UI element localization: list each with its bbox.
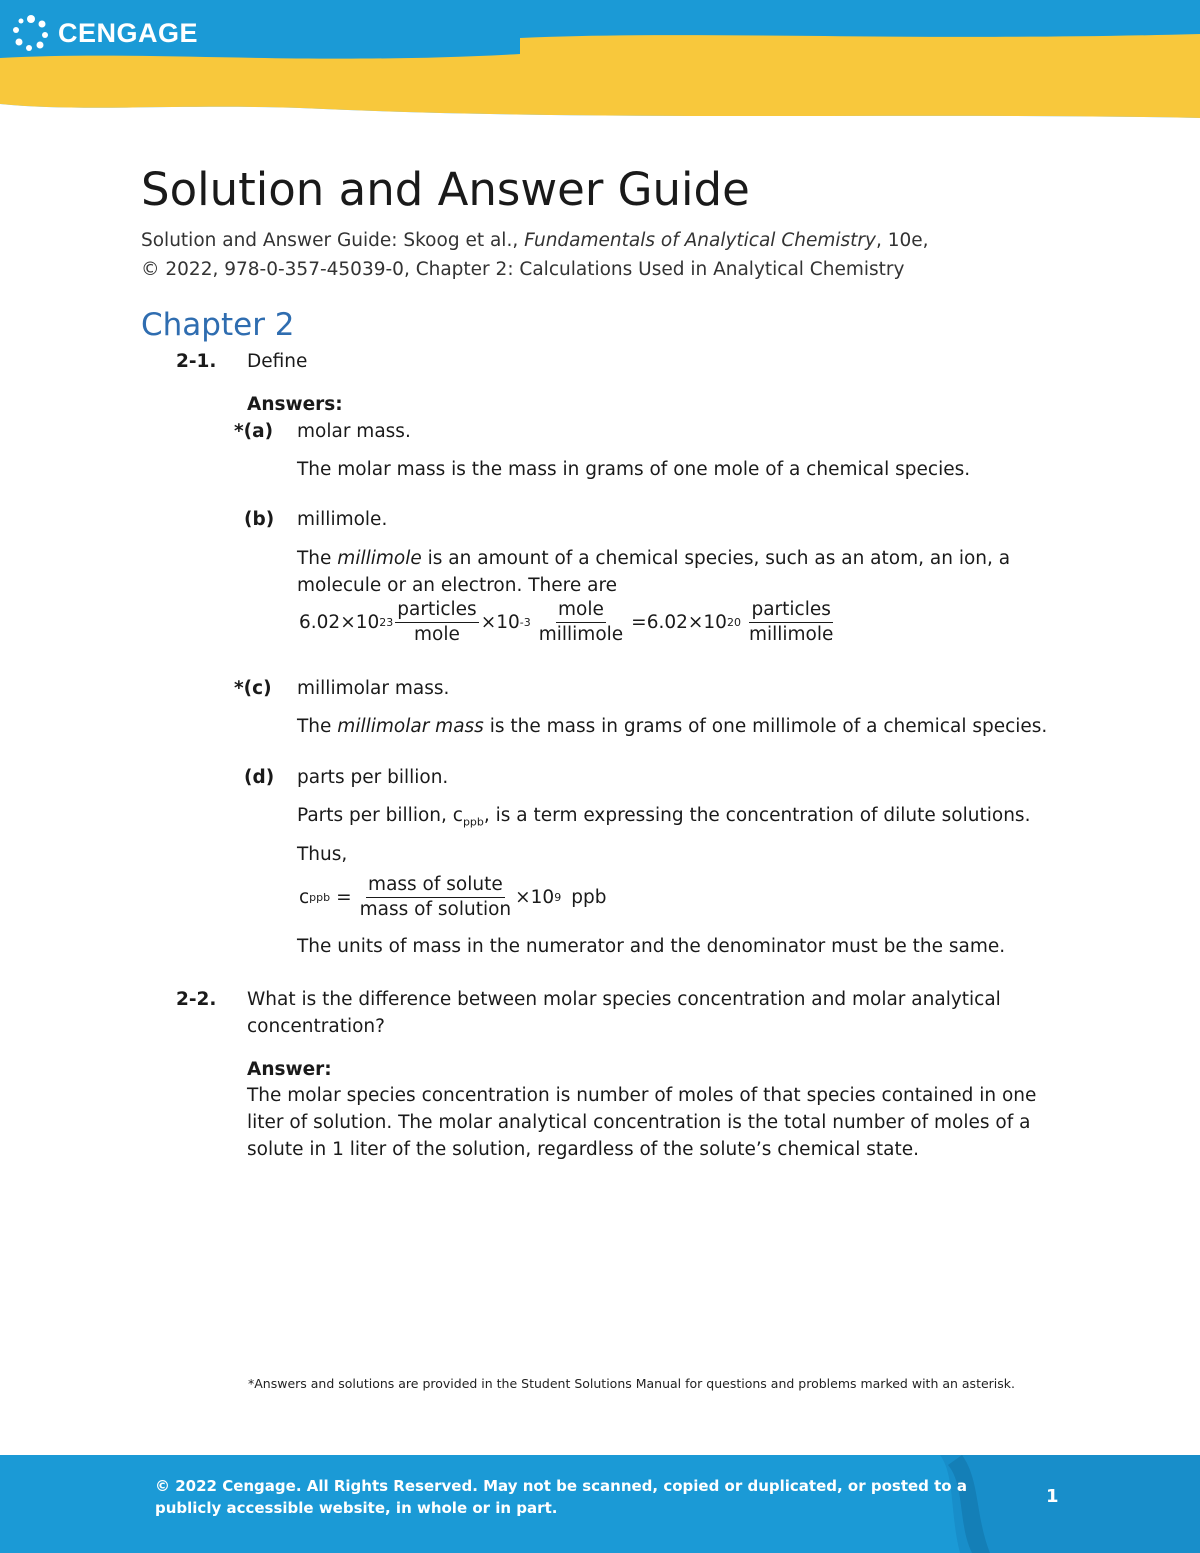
ppb-eq-times: × — [515, 887, 531, 908]
ppb-eq-ten: 10 — [530, 887, 555, 908]
part-b-label: (b) — [244, 509, 275, 530]
part-d-thus: Thus, — [297, 844, 348, 865]
millimole-equation — [299, 598, 837, 647]
answer-2-2-line-1: The molar species concentration is number of moles of that species contained in one — [247, 1085, 1037, 1106]
part-a-term: molar mass. — [297, 421, 411, 442]
ppb-eq-sub: ppb — [309, 891, 331, 904]
part-b-definition-line-2: molecule or an electron. There are — [297, 575, 618, 596]
answer-2-2-line-2: liter of solution. The molar analytical concentration is the total number of moles of a — [247, 1112, 1031, 1133]
part-c-def-pre: The — [297, 716, 338, 737]
subtitle-line-2: © 2022, 978-0-357-45039-0, Chapter 2: Calculations Used in Analytical Chemistry — [141, 259, 905, 280]
question-text-2-2 — [247, 986, 1001, 1040]
eq-fraction-3 — [747, 598, 835, 647]
ppb-equation — [299, 873, 606, 922]
brand-name: CENGAGE — [58, 17, 199, 48]
part-c-def-italic: millimolar mass — [337, 716, 484, 737]
eq-fraction-1 — [395, 598, 478, 647]
copyright-line-1: © 2022 Cengage. All Rights Reserved. May not be scanned, copied or duplicated, or posted to a — [155, 1477, 967, 1495]
eq-times-3: × — [687, 612, 704, 633]
eq-coefficient-1: 6.02 — [299, 612, 341, 633]
part-a-label: *(a) — [234, 421, 274, 442]
eq-exponent-1: 23 — [379, 616, 394, 629]
eq-fraction-3-den: millimole — [748, 624, 834, 645]
question-2-2-line-2: concentration? — [247, 1016, 385, 1037]
eq-ten-1: 10 — [355, 612, 380, 633]
part-c-definition — [297, 713, 1047, 740]
part-b-definition — [297, 545, 1010, 572]
question-number-2-1: 2-1. — [176, 351, 217, 372]
copyright-line-2: publicly accessible website, in whole or in part. — [155, 1499, 558, 1517]
eq-coefficient-2: 6.02 — [646, 612, 688, 633]
ppb-eq-unit: ppb — [571, 887, 607, 908]
answers-label: Answers: — [247, 394, 343, 415]
question-number-2-2: 2-2. — [176, 989, 217, 1010]
eq-fraction-3-num: particles — [749, 598, 832, 623]
ppb-eq-denominator: mass of solution — [359, 899, 512, 920]
copyright-notice — [155, 1475, 967, 1519]
subtitle-prefix: Solution and Answer Guide: Skoog et al., — [141, 230, 525, 251]
eq-times-2: × — [480, 612, 497, 633]
footnote: *Answers and solutions are provided in the Student Solutions Manual for questions and problems marked with an asterisk. — [248, 1376, 1015, 1391]
part-d-def-pre: Parts per billion, c — [297, 805, 463, 826]
ppb-eq-numerator: mass of solute — [366, 873, 505, 898]
part-d-note: The units of mass in the numerator and the denominator must be the same. — [297, 936, 1006, 957]
eq-times-1: × — [340, 612, 356, 633]
ppb-eq-equals: = — [336, 887, 352, 908]
part-b-term: millimole. — [297, 509, 388, 530]
subtitle — [141, 226, 929, 284]
ppb-eq-fraction — [358, 873, 514, 922]
eq-fraction-2-num: mole — [556, 598, 606, 623]
part-b-def-italic: millimole — [337, 548, 422, 569]
part-d-term: parts per billion. — [297, 767, 449, 788]
part-d-def-post: , is a term expressing the concentration of dilute solutions. — [483, 805, 1031, 826]
part-d-def-sub: ppb — [462, 815, 484, 829]
eq-equals: = — [631, 612, 647, 633]
part-c-label: *(c) — [234, 678, 272, 699]
part-a-definition: The molar mass is the mass in grams of one mole of a chemical species. — [297, 459, 971, 480]
part-d-label: (d) — [244, 767, 275, 788]
question-text-2-1: Define — [247, 351, 308, 372]
book-title: Fundamentals of Analytical Chemistry — [524, 230, 876, 251]
page-number: 1 — [1046, 1486, 1059, 1507]
eq-fraction-1-num: particles — [395, 598, 478, 623]
eq-ten-2: 10 — [496, 612, 520, 633]
part-b-def-post: is an amount of a chemical species, such as an atom, an ion, a — [421, 548, 1011, 569]
part-c-term: millimolar mass. — [297, 678, 450, 699]
part-c-def-post: is the mass in grams of one millimole of a chemical species. — [483, 716, 1048, 737]
eq-fraction-2-den: millimole — [538, 624, 624, 645]
cengage-logo — [12, 14, 198, 52]
answer-2-2 — [247, 1082, 1036, 1163]
answer-2-2-line-3: solute in 1 liter of the solution, regardless of the solute’s chemical state. — [247, 1139, 919, 1160]
ppb-eq-exponent: 9 — [554, 891, 562, 904]
chapter-heading: Chapter 2 — [141, 307, 295, 343]
eq-exponent-3: 20 — [726, 616, 741, 629]
page-title: Solution and Answer Guide — [141, 163, 750, 216]
question-2-2-line-1: What is the difference between molar species concentration and molar analytical — [247, 989, 1001, 1010]
part-b-def-pre: The — [297, 548, 338, 569]
answer-label: Answer: — [247, 1059, 332, 1080]
eq-ten-3: 10 — [703, 612, 727, 633]
eq-fraction-1-den: mole — [414, 624, 460, 645]
ppb-eq-c: c — [299, 887, 310, 908]
cengage-dots-icon — [12, 14, 50, 52]
part-d-definition — [297, 802, 1030, 836]
eq-fraction-2 — [537, 598, 625, 647]
subtitle-edition: , 10e, — [875, 230, 929, 251]
eq-exponent-2: -3 — [519, 616, 531, 629]
